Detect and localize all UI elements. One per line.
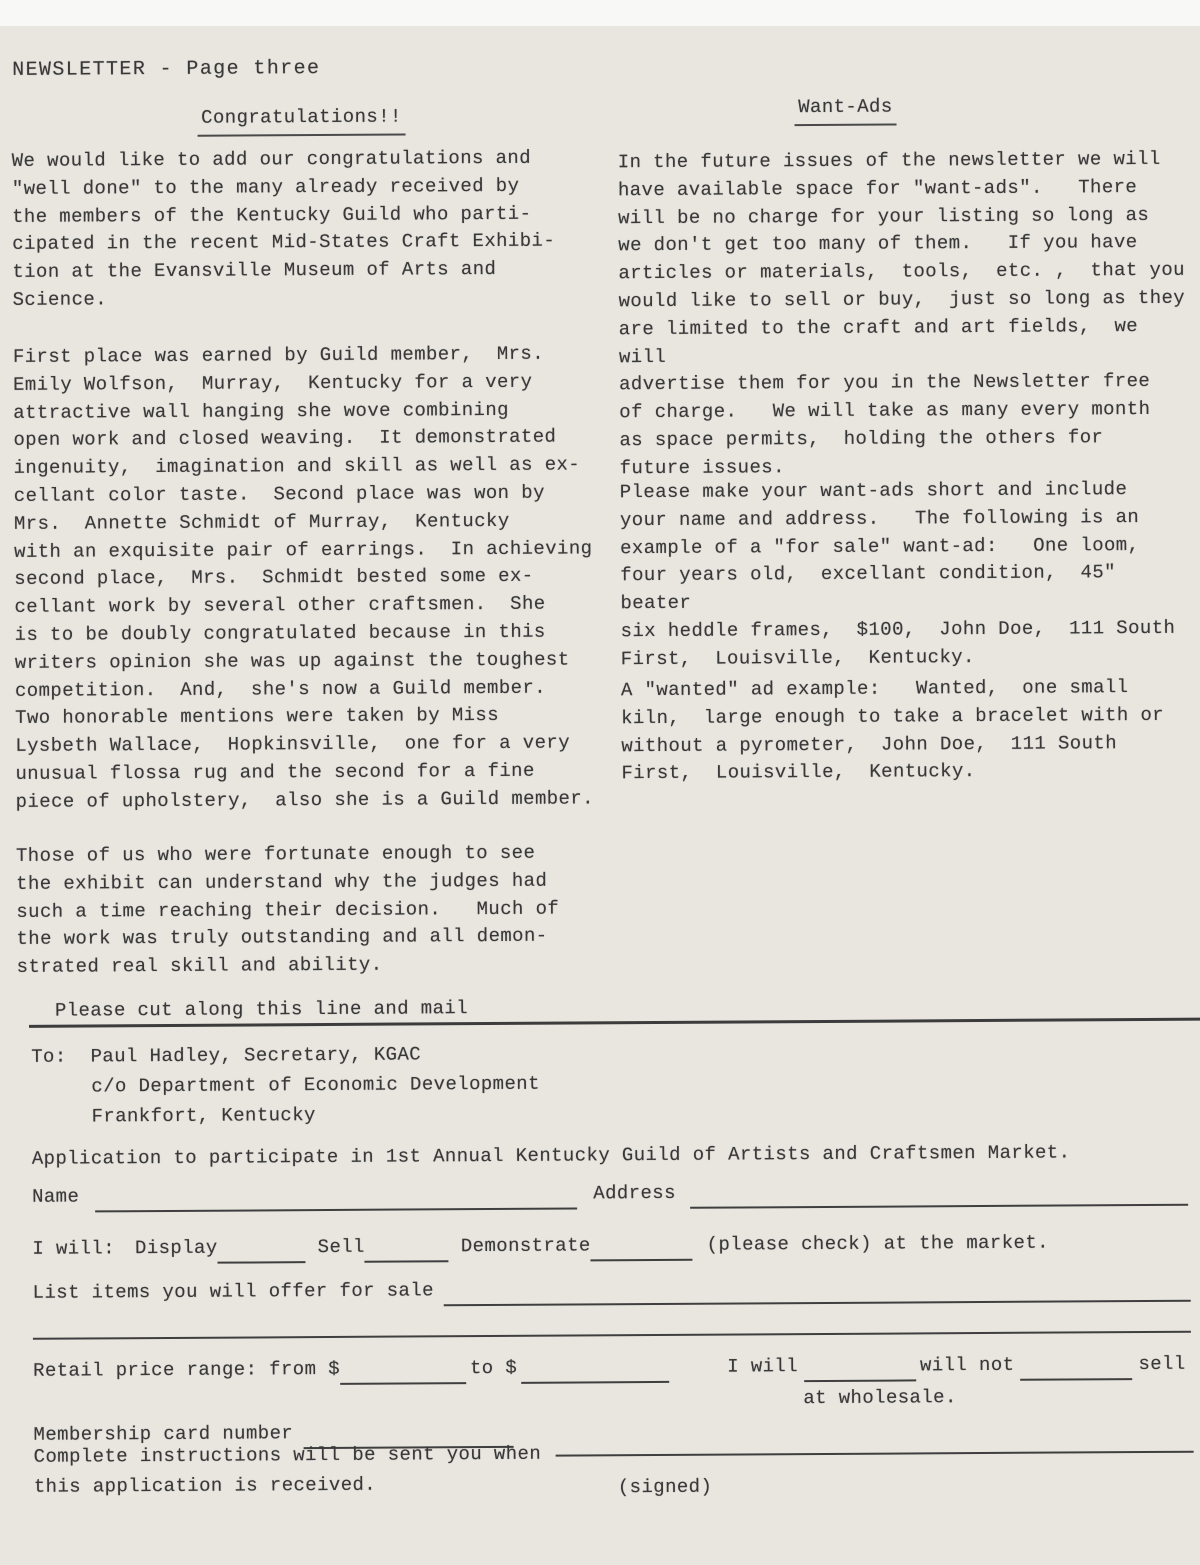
want-ads-paragraph-1: In the future issues of the newsletter we will have available space for "want-ads". There will be no charge for your listing so long as we don't get too many of them. If you have articles or materials, tools, etc. , that you would like to sell or buy, just so long as they are limited to the craft and art fields, we will advertise them for you in the Newsletter free of charge. We will take as many every month as space permits, holding the others for future issues. [617,147,1186,479]
instructions-line-1: Complete instructions will be sent you when [33,1442,542,1468]
price-from-line[interactable] [340,1360,466,1385]
congratulations-paragraph-1: We would like to add our congratulations and "well done" to the many already received by the members of the Kentucky Guild who parti- cipated in the recent Mid-States Craft Exhibi- tion at the Evansville Museum of Arts and Science. [11,146,556,311]
list-items-input-line[interactable] [444,1278,1191,1307]
will-check-line[interactable] [804,1357,916,1382]
congratulations-paragraph-3: Those of us who were fortunate enough to see the exhibit can understand why the judges had such a time reaching their decision. Much of the work was truly outstanding and all demon- strated real skill and ability. [15,841,560,979]
sell-label: Sell [317,1235,365,1259]
mail-to-label: To: [31,1045,67,1068]
want-ads-paragraph-3: A "wanted" ad example: Wanted, one small kiln, large enough to take a bracelet with or without a pyrometer, John Doe, 111 South First, Louisville, Kentucky. [620,676,1165,785]
congratulations-heading-wrap [11,102,591,137]
mail-to-block [31,1039,540,1132]
will-not-label: will not [919,1353,1015,1377]
display-check-line[interactable] [218,1239,306,1264]
retail-price-label: Retail price range: from $ [33,1357,341,1382]
demonstrate-check-line[interactable] [591,1237,693,1262]
application-title: Application to participate in 1st Annual Kentucky Guild of Artists and Craftsmen Market. [31,1141,1071,1170]
address-input-line[interactable] [690,1182,1188,1209]
display-label: Display [134,1236,218,1260]
page-header: NEWSLETTER - Page three [12,57,321,82]
signed-label: (signed) [617,1475,713,1499]
want-ads-heading-wrap [615,92,1075,127]
demonstrate-label: Demonstrate [460,1234,591,1258]
mail-to-recipient: Paul Hadley, Secretary, KGAC [90,1043,422,1068]
mail-to-city: Frankfort, Kentucky [91,1104,316,1128]
cut-line-rule [29,993,1200,1028]
i-will-row [32,1232,1049,1262]
wholesale-note: at wholesale. [803,1386,957,1410]
retail-price-row [33,1353,1186,1384]
mail-to-department: c/o Department of Economic Development [91,1072,540,1098]
name-input-line[interactable] [95,1185,577,1212]
list-items-label: List items you will offer for sale [32,1279,434,1304]
sell-2-label: sell [1138,1352,1186,1376]
address-label: Address [593,1181,676,1205]
congratulations-heading: Congratulations!! [197,104,406,137]
will-not-check-line[interactable] [1020,1356,1132,1381]
to-dollar-label: to $ [469,1356,518,1380]
cut-line-label: Please cut along this line and mail [54,997,469,1022]
sell-check-line[interactable] [365,1238,449,1263]
congratulations-paragraph-2: First place was earned by Guild member, Mrs. Emily Wolfson, Murray, Kentucky for a very attractive wall hanging she wove combining open work and closed weaving. It demonstrated ingenuity, imagination and skill as well as ex- cellant color taste. Second place was won by Mrs. Annette Schmidt of Murray, Kentucky with an exquisite pair of earrings. In achieving second place, Mrs. Schmidt bested some ex- cellant work by several other craftsmen. She is to be doubly congratulated because in this writers opinion she was up against the toughest competition. And, she's now a Guild member. Two honorable mentions were taken by Miss Lysbeth Wallace, Hopkinsville, one for a very unusual flossa rug and the second for a fine piece of upholstery, also she is a Guild member. [12,342,594,813]
name-address-row [32,1179,1188,1210]
please-check-note: (please check) at the market. [706,1231,1049,1256]
name-label: Name [31,1185,80,1208]
price-to-line[interactable] [521,1359,669,1384]
membership-label: Membership card number [33,1422,294,1446]
list-items-row [33,1275,1191,1306]
signature-line[interactable] [556,1431,1194,1457]
want-ads-heading: Want-Ads [794,94,897,126]
i-will-label: I will: [32,1237,116,1260]
instructions-line-2: this application is received. [33,1473,377,1498]
want-ads-paragraph-2: Please make your want-ads short and include your name and address. The following is an example of a "for sale" want-ad: One loom, four years old, excellant condition, 45" beater six heddle frames, $100, John Doe, 111 South First, Louisville, Kentucky. [619,478,1176,670]
i-will-2-label: I will [727,1355,799,1378]
list-items-continuation-line[interactable] [33,1311,1191,1340]
